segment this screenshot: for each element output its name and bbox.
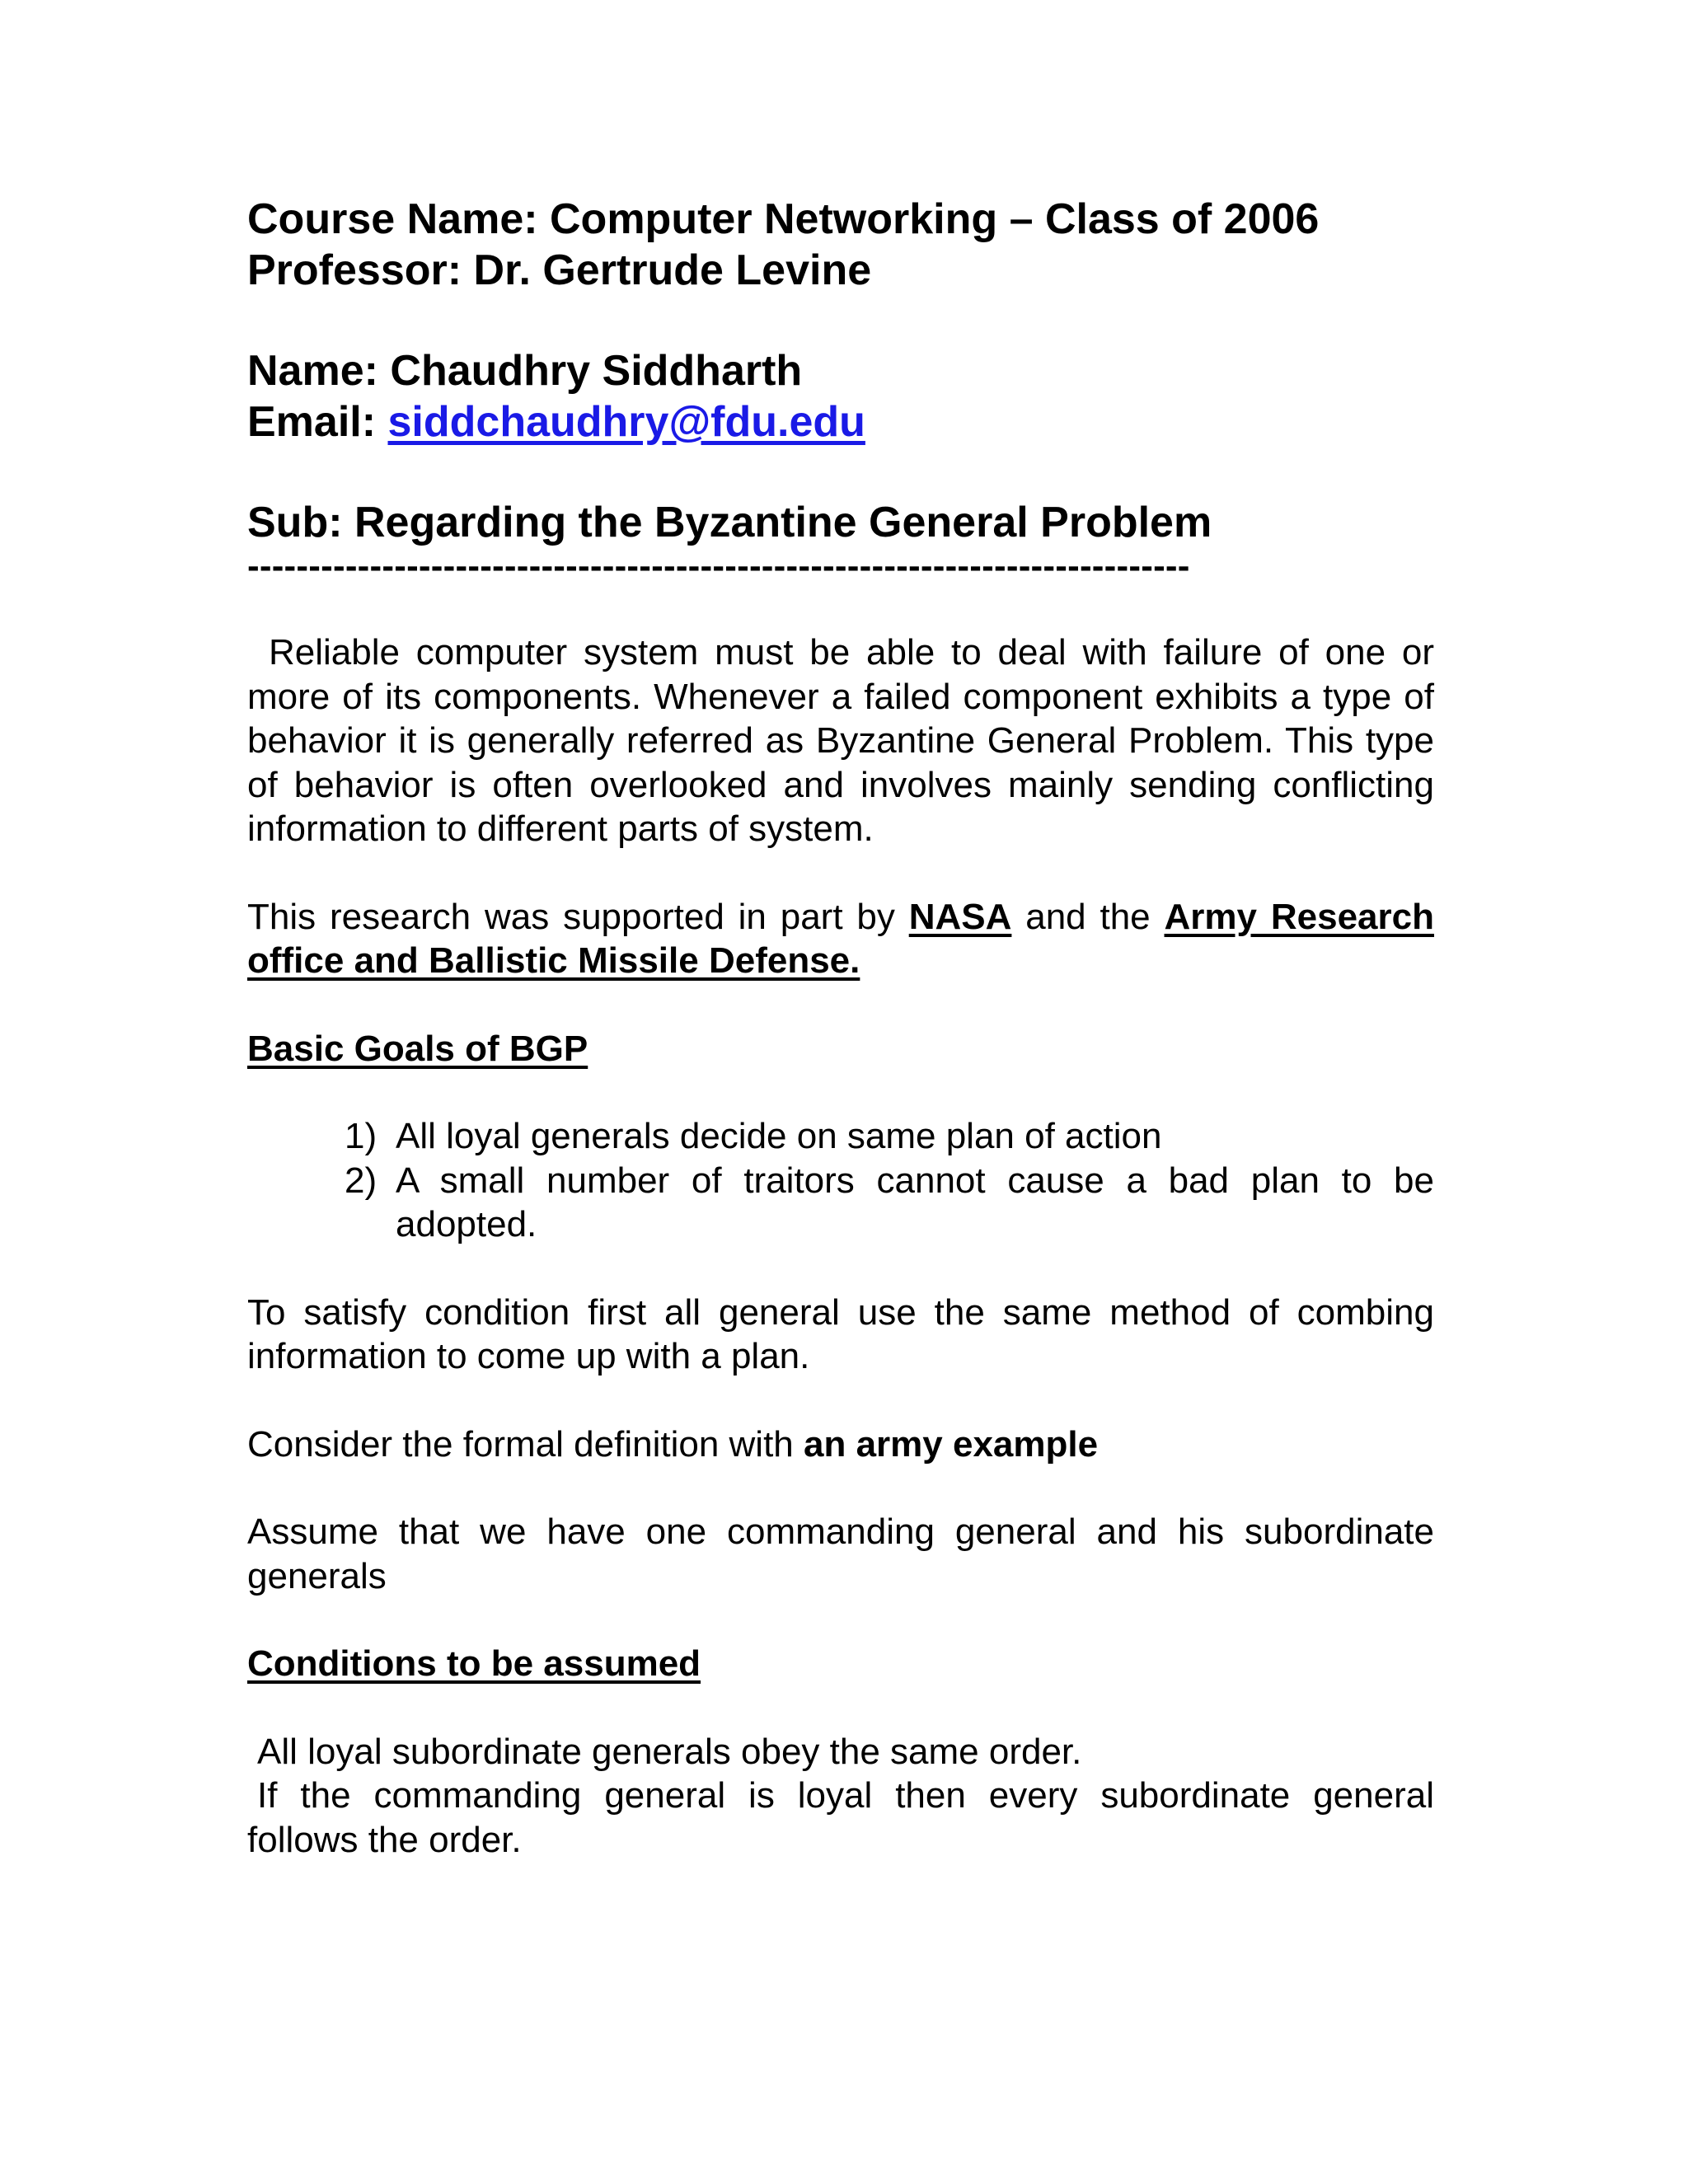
- student-name: Name: Chaudhry Siddharth: [247, 347, 803, 395]
- nasa-link: NASA: [908, 896, 1012, 937]
- condition-line-2: If the commanding general is loyal then every subordinate general follows the order.: [247, 1775, 1434, 1860]
- professor-name: Professor: Dr. Gertrude Levine: [247, 246, 872, 294]
- goal-item: [345, 1159, 1434, 1247]
- goal-text: All loyal generals decide on same plan of action: [396, 1116, 1162, 1156]
- email-link[interactable]: siddchaudhry@fdu.edu: [387, 398, 865, 446]
- goal-number: 1): [345, 1116, 377, 1156]
- email-line: [247, 396, 1434, 448]
- condition-line-1: All loyal subordinate generals obey the same order.: [257, 1731, 1082, 1772]
- formal-prefix: Consider the formal definition with: [247, 1423, 804, 1465]
- support-paragraph: [247, 895, 1434, 983]
- goal-number: 2): [345, 1160, 377, 1201]
- assume-paragraph: Assume that we have one commanding general and his subordinate generals: [247, 1511, 1434, 1596]
- formal-definition-paragraph: [247, 1422, 1434, 1467]
- goals-list: [247, 1114, 1434, 1247]
- support-middle: and the: [1011, 896, 1165, 937]
- divider-rule: -----------------------------------------------------------------------------: [247, 548, 1190, 584]
- support-prefix: This research was supported in part by: [247, 896, 909, 937]
- conditions-heading: Conditions to be assumed: [247, 1643, 701, 1684]
- army-research-text: Army Research office and Ballistic Missile Defense.: [247, 896, 1434, 981]
- document-page: [247, 194, 1434, 1862]
- goal-item: [345, 1114, 1434, 1159]
- email-label: Email:: [247, 398, 388, 446]
- army-example-text: an army example: [804, 1423, 1099, 1465]
- goals-heading: Basic Goals of BGP: [247, 1028, 588, 1069]
- subject-line: Sub: Regarding the Byzantine General Problem: [247, 499, 1212, 546]
- course-name: Course Name: Computer Networking – Class of 2006: [247, 195, 1320, 243]
- goal-text: A small number of traitors cannot cause a bad plan to be adopted.: [396, 1160, 1434, 1244]
- intro-paragraph: Reliable computer system must be able to deal with failure of one or more of its components. Whenever a failed component exhibits a type of behavior it is generally referred as Byzantine General Problem. This type of behavior is often overlooked and involves mainly sending conflicting information to different parts of system.: [247, 632, 1434, 849]
- condition-paragraph: To satisfy condition first all general use the same method of combing information to come up with a plan.: [247, 1291, 1434, 1376]
